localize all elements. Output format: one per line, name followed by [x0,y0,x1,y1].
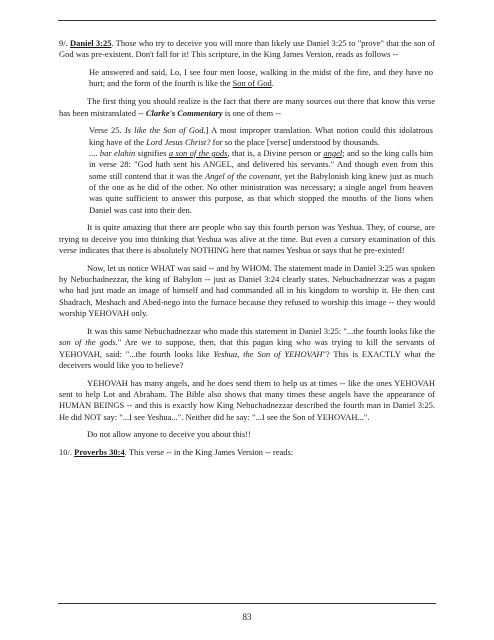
scripture-reference: Daniel 3:25 [70,38,112,48]
top-rule [58,20,436,21]
bottom-rule [58,603,436,604]
paragraph-angels: YEHOVAH has many angels, and he does send them to help us at times -- like the ones YEHOVAH sent to help Lot and Abraham. The Bible also shows that many times these angels have the appearance of HUMAN BEINGS -- and this is exactly how King Nebuchadnezzar described the fourth man in Daniel 3:25. He did NOT say: "...I see Yeshua...". Neither did he say: "...I see the Son of YEHOVAH...". [59,377,435,422]
paragraph-amazing: It is quite amazing that there are people who say this fourth person was Yeshua. They, of course, are trying to deceive you into thinking that Yeshua was alive at the time. But even a cursory examination of this verse indicates that there is absolutely NOTHING here that names Yeshua or says that he pre-existed! [59,222,435,256]
paragraph-clarke-intro: The first thing you should realize is the fact that there are many sources out there that know this verse has been mistranslated -- Clarke's Commentary is one of them -- [59,96,435,118]
quote-clarke-1: Verse 25. Is like the Son of God.] A most improper translation. What notion could this idolatrous king have of the Lord Jesus Christ? for so the place [verse] understood by thousands. [89,125,433,147]
paragraph-warning: Do not allow anyone to deceive you about this!! [87,429,251,440]
paragraph-10: 10/. Proverbs 30:4. This verse -- in the King James Version -- reads: [59,447,294,458]
paragraph-same-king: It was this same Nebuchadnezzar who made this statement in Daniel 3:25: "...the fourth looks like the son of the gods." Are we to suppose, then, that this pagan king who was trying to kill the servants of YEHOVAH, said: "...the fourth looks like Yeshua, the Son of YEHOVAH"? This is EXACTLY what the deceivers would like you to believe? [59,325,435,370]
quote-daniel-3-25: He answered and said, Lo, I see four men loose, walking in the midst of the fire, and they have no hurt; and the form of the fourth is like the Son of God. [89,67,433,89]
paragraph-notice: Now, let us notice WHAT was said -- and by WHOM. The statement made in Daniel 3:25 was spoken by Nebuchadnezzar, the king of Babylon -- just as Daniel 3:24 clearly states. Nebuchadnezzar was a pagan who had just made an image of himself and had commanded all in his kingdom to worship it. He then cast Shadrach, Meshach and Abed-nego into the furnace because they refused to worship this image -- they would worship YEHOVAH only. [59,262,435,319]
scripture-reference: Proverbs 30:4 [74,447,125,458]
body-text [59,38,435,465]
paragraph-9: 9/. Daniel 3:25. Those who try to deceive you will more than likely use Daniel 3:25 to "prove" that the son of God was pre-existent. Don't fall for it! This scripture, in the King James Version, reads as follows -- [59,38,436,60]
item-number: 9/. [59,38,68,48]
page-number: 83 [242,612,252,622]
quote-clarke-2: .... bar elahin signifies a son of the gods, that is, a Divine person or angel; and so the king calls him in verse 28: "God hath sent his ANGEL, and delivered his servants." And though even from this some still contend that it was the Angel of the covenant, yet the Babylonish king knew just as much of the one as he did of the other. No other ministration was necessary; a single angel from heaven was quite sufficient to answer this purpose, as that which stopped the mouths of the lions when Daniel was cast into their den. [89,147,433,215]
item-number: 10/. [59,447,72,458]
commentary-title: Clarke's Commentary [145,107,223,118]
